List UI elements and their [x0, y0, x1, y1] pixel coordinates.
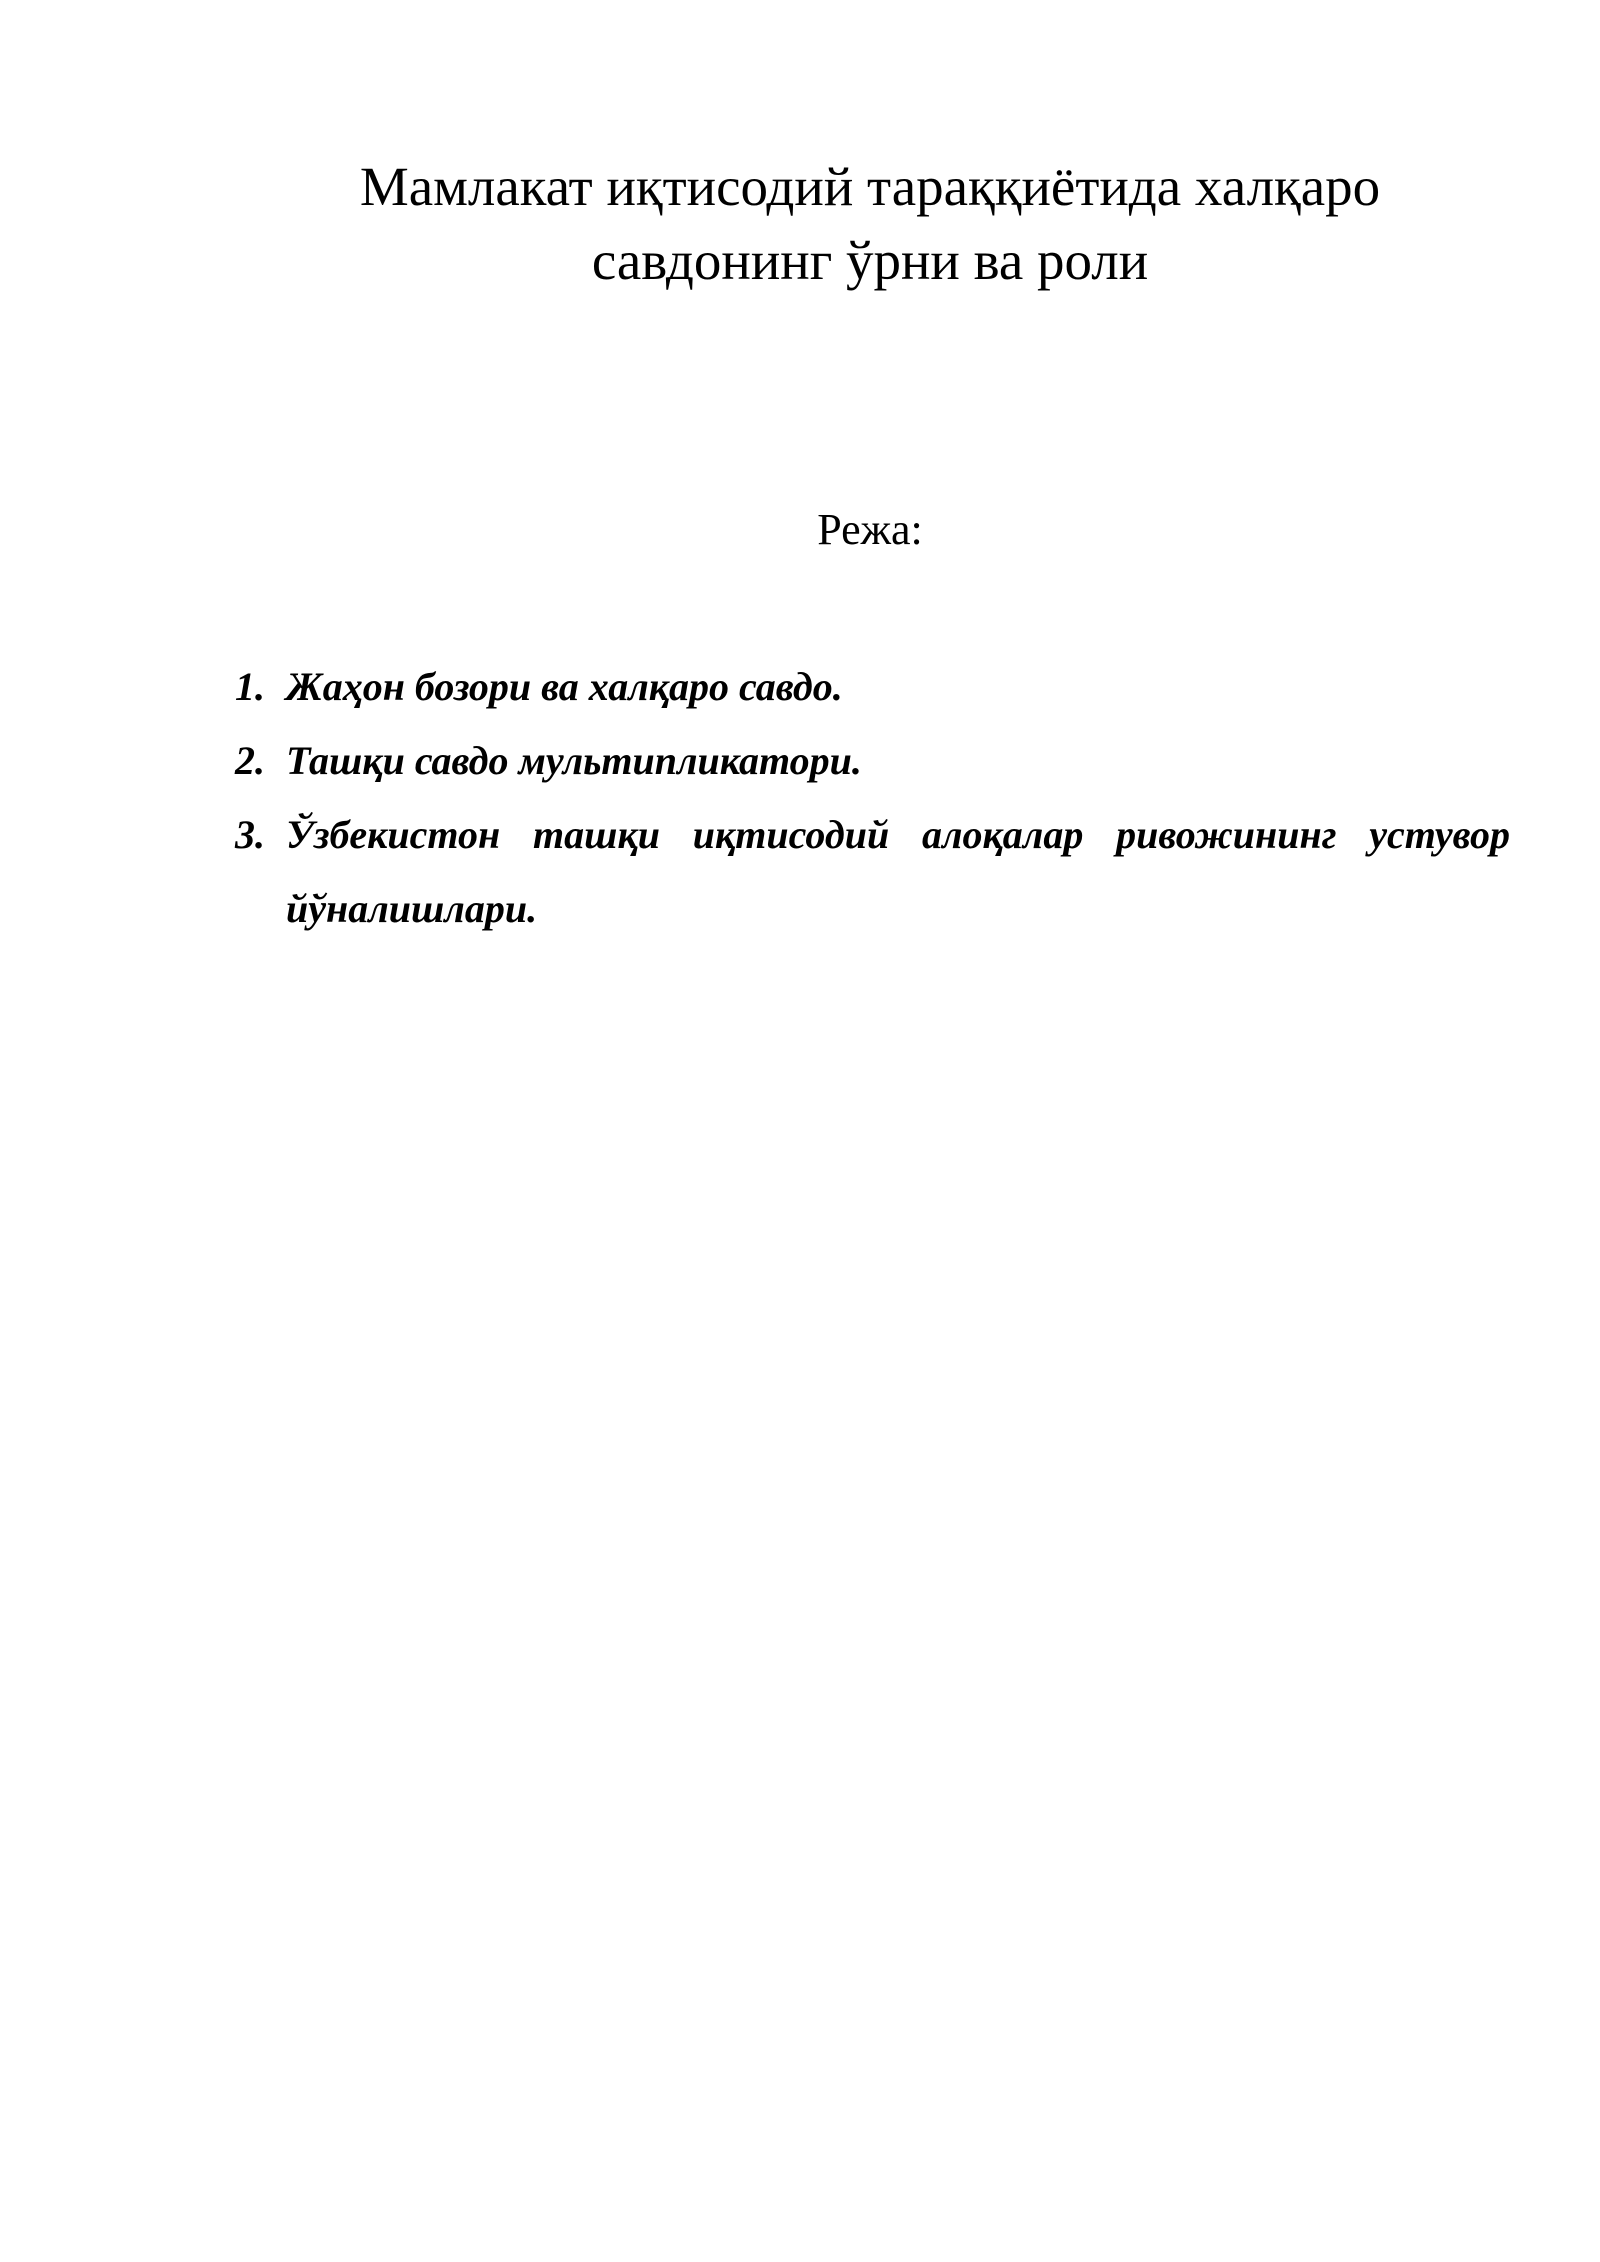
plan-item-text: Ўзбекистон ташқи иқтисодий алоқалар ривожининг устувор йўналишлари.: [286, 812, 1510, 931]
plan-item-text: Ташқи савдо мультипликатори.: [286, 738, 862, 783]
title-line-1: Мамлакат иқтисодий тараққиётида халқаро: [359, 156, 1381, 217]
plan-list: [230, 650, 1510, 946]
plan-heading: Режа:: [817, 505, 923, 554]
title-line-2: савдонинг ўрни ва роли: [591, 230, 1149, 291]
plan-item-text: Жаҳон бозори ва халқаро савдо.: [286, 664, 843, 709]
plan-item-3: [230, 798, 1510, 946]
plan-item-2: [230, 724, 1510, 798]
plan-item-number: 2.: [235, 738, 265, 783]
plan-item-number: 1.: [235, 664, 265, 709]
plan-item-1: [230, 650, 1510, 724]
document-title: [240, 150, 1500, 298]
plan-item-number: 3.: [235, 812, 265, 857]
